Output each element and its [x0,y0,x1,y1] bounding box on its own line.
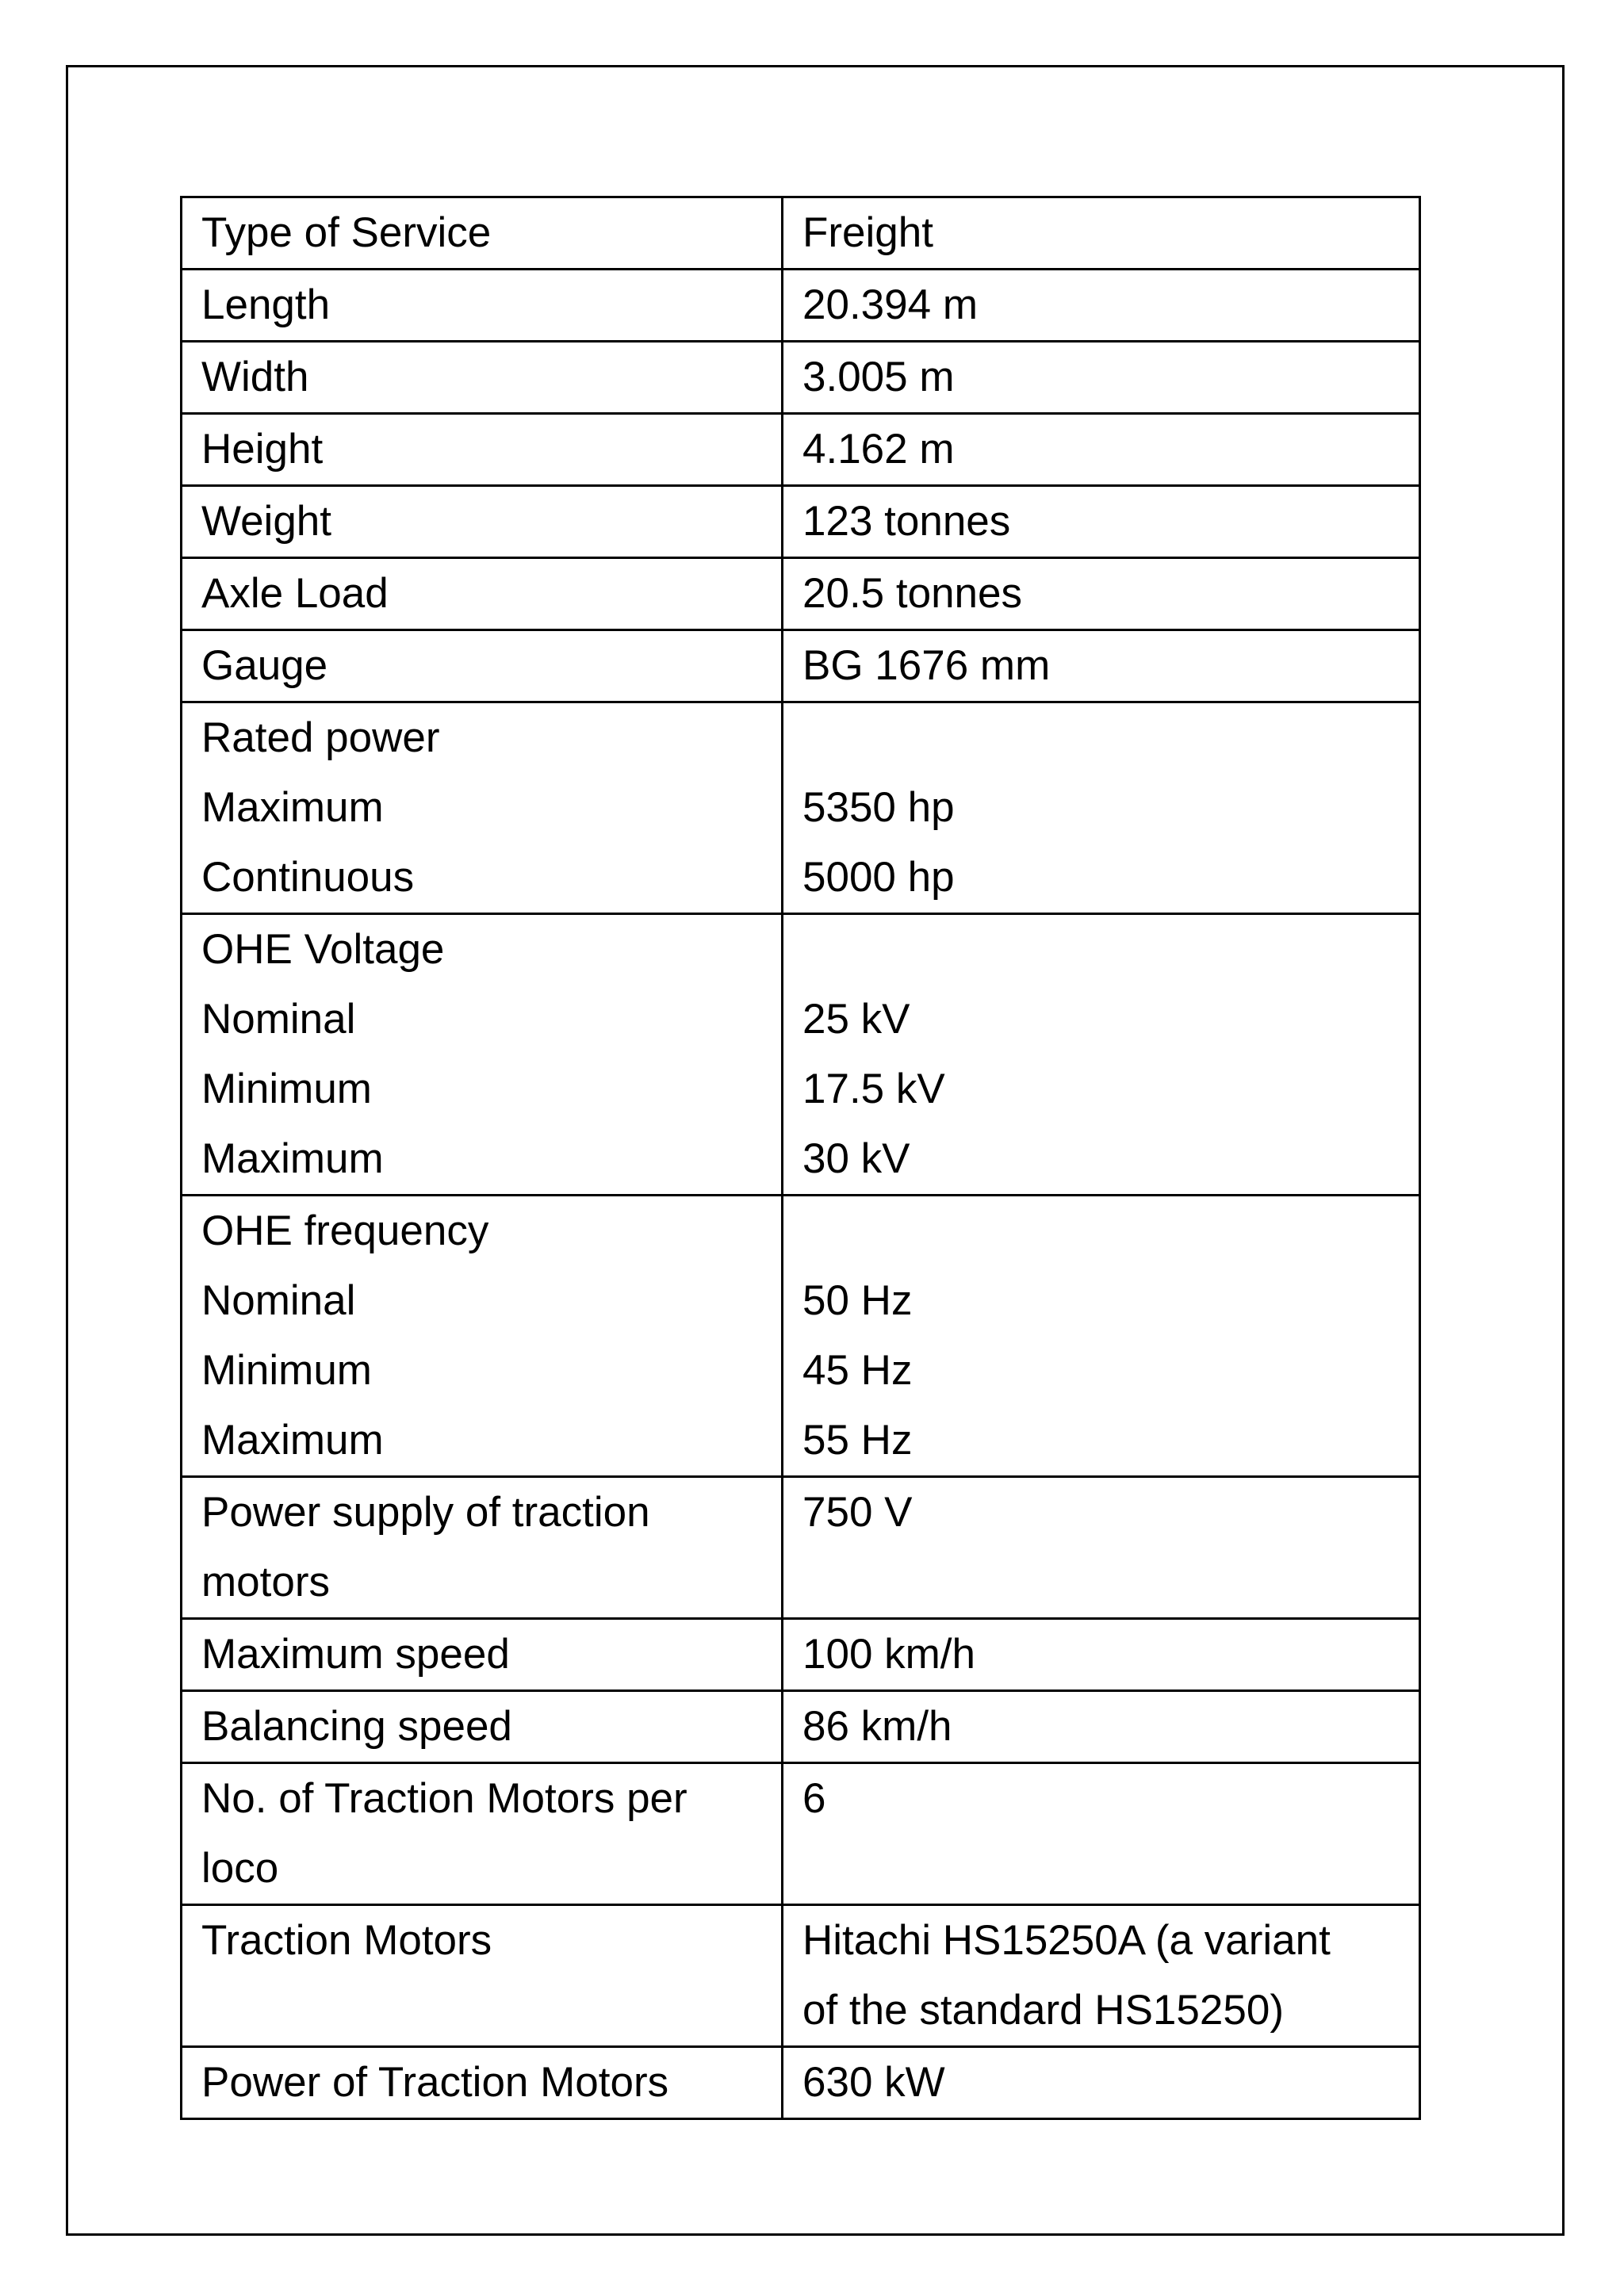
spec-label-line: Power supply of traction [201,1489,650,1536]
spec-value-line: 30 kV [802,1135,910,1182]
spec-label-cell [182,1905,783,2047]
spec-label-line: Length [201,281,331,328]
spec-value-cell [783,414,1420,486]
table-row [182,1619,1420,1691]
spec-value-cell [783,630,1420,702]
spec-value-line: 50 Hz [802,1277,913,1324]
spec-value-line: 3.005 m [802,354,955,400]
spec-label-line: Rated power [201,714,440,761]
spec-value-line: of the standard HS15250) [802,1987,1284,2034]
spec-value-cell [783,197,1420,270]
spec-label-line: No. of Traction Motors per [201,1775,688,1822]
table-row [182,702,1420,914]
spec-label-cell [182,2047,783,2119]
spec-label-cell [182,414,783,486]
spec-label-line: Height [201,426,324,473]
spec-value-line: 6 [802,1775,826,1822]
spec-label-line [201,1976,762,2045]
spec-label-cell [182,486,783,558]
spec-value-cell [783,270,1420,342]
spec-value-line [802,1548,1400,1617]
spec-label-line: Minimum [201,1066,372,1112]
table-row [182,270,1420,342]
spec-label-cell [182,197,783,270]
spec-value-cell [783,1196,1420,1477]
spec-value-line: BG 1676 mm [802,642,1051,689]
spec-value-line: 5350 hp [802,784,955,831]
spec-value-line: 5000 hp [802,854,955,901]
spec-label-line: Maximum [201,1417,384,1464]
spec-value-line: 45 Hz [802,1347,913,1394]
spec-label-line: Maximum [201,1135,384,1182]
spec-value-cell [783,1477,1420,1619]
spec-value-line: 4.162 m [802,426,955,473]
spec-value-line [802,703,1400,773]
spec-label-line: Balancing speed [201,1703,512,1750]
spec-value-line [802,1196,1400,1266]
table-row [182,414,1420,486]
spec-label-cell [182,1691,783,1763]
spec-value-cell [783,1691,1420,1763]
spec-label-line: Axle Load [201,570,389,617]
spec-value-line: 17.5 kV [802,1066,945,1112]
spec-label-line: Traction Motors [201,1917,492,1964]
spec-label-cell [182,914,783,1196]
spec-label-cell [182,1477,783,1619]
spec-value-line: 100 km/h [802,1631,976,1678]
spec-label-cell [182,702,783,914]
spec-value-cell [783,486,1420,558]
spec-value-line: Hitachi HS15250A (a variant [802,1917,1331,1964]
spec-value-cell [783,702,1420,914]
spec-value-cell [783,2047,1420,2119]
spec-value-cell [783,342,1420,414]
table-row [182,1477,1420,1619]
spec-value-line: 25 kV [802,996,910,1043]
spec-value-cell [783,1905,1420,2047]
spec-label-line: Minimum [201,1347,372,1394]
spec-label-line: Maximum [201,784,384,831]
table-row [182,1905,1420,2047]
table-row [182,2047,1420,2119]
table-row [182,486,1420,558]
spec-label-cell [182,1619,783,1691]
spec-label-line: Power of Traction Motors [201,2059,669,2106]
spec-value-line [802,1834,1400,1904]
spec-label-line: OHE Voltage [201,926,445,973]
spec-label-line: Gauge [201,642,328,689]
spec-label-cell [182,1196,783,1477]
spec-value-line: 20.5 tonnes [802,570,1023,617]
table-row [182,342,1420,414]
table-row [182,1691,1420,1763]
table-row [182,197,1420,270]
spec-value-cell [783,914,1420,1196]
spec-value-line: 123 tonnes [802,498,1011,545]
spec-label-line: Nominal [201,1277,356,1324]
spec-value-line: 630 kW [802,2059,945,2106]
spec-label-cell [182,558,783,630]
spec-label-cell [182,1763,783,1905]
spec-value-line: 750 V [802,1489,913,1536]
table-row [182,630,1420,702]
spec-label-line: motors [201,1559,330,1605]
spec-label-line: OHE frequency [201,1207,489,1254]
spec-label-line: Width [201,354,309,400]
locomotive-spec-table [180,196,1421,2120]
spec-value-line: Freight [802,209,933,256]
spec-value-line [802,915,1400,985]
spec-value-line: 86 km/h [802,1703,952,1750]
spec-label-line: Maximum speed [201,1631,510,1678]
spec-label-cell [182,342,783,414]
table-row [182,1196,1420,1477]
spec-value-cell [783,1763,1420,1905]
spec-value-line: 55 Hz [802,1417,913,1464]
spec-value-line: 20.394 m [802,281,978,328]
spec-label-cell [182,630,783,702]
spec-label-line: Continuous [201,854,415,901]
table-row [182,914,1420,1196]
spec-table-body [182,197,1420,2119]
spec-value-cell [783,1619,1420,1691]
spec-label-line: Weight [201,498,331,545]
spec-label-line: Nominal [201,996,356,1043]
spec-label-line: loco [201,1845,279,1892]
spec-label-cell [182,270,783,342]
spec-label-line: Type of Service [201,209,492,256]
table-row [182,1763,1420,1905]
spec-value-cell [783,558,1420,630]
table-row [182,558,1420,630]
